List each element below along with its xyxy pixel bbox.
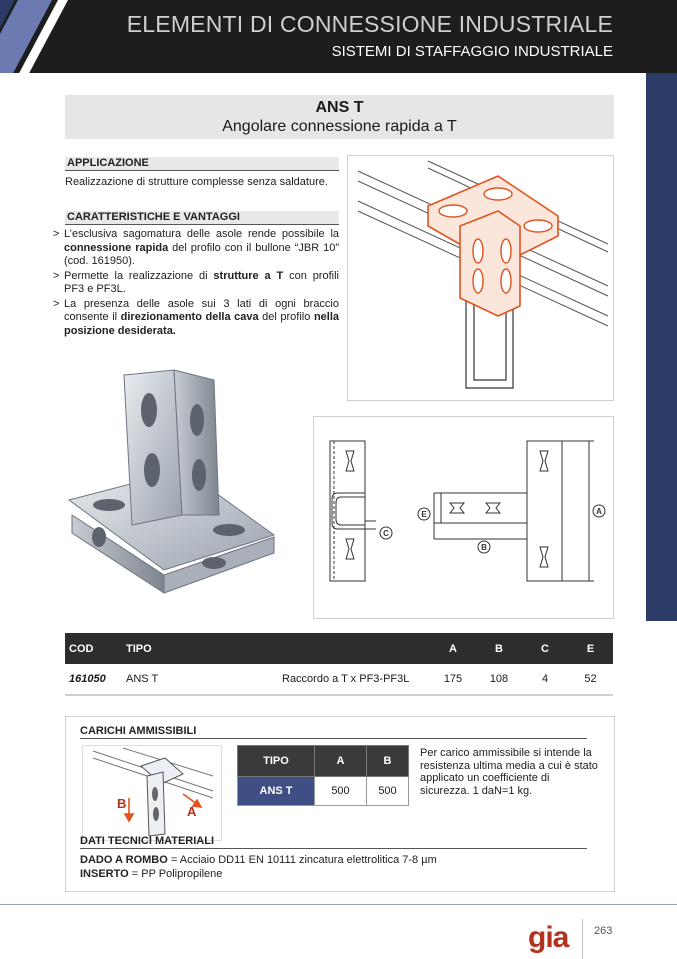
cell-c: 4 bbox=[522, 664, 568, 695]
dimension-drawing bbox=[314, 417, 613, 618]
cell-tipo: ANS T bbox=[126, 664, 226, 695]
table-row bbox=[65, 664, 613, 695]
load-table-header bbox=[238, 746, 409, 777]
col-e: E bbox=[568, 633, 613, 664]
col-tipo: TIPO bbox=[126, 633, 226, 664]
caratteristiche-section bbox=[53, 211, 339, 339]
installation-drawing bbox=[348, 156, 613, 400]
product-table-header bbox=[65, 633, 613, 664]
cell-b: 108 bbox=[476, 664, 522, 695]
load-table bbox=[237, 745, 409, 806]
header-subtitle: SISTEMI DI STAFFAGGIO INDUSTRIALE bbox=[331, 43, 613, 60]
feature-item: > La presenza delle asole sui 3 lati di ogni braccio consente il direzionamento della cava del profilo nella posizione desiderata. bbox=[53, 297, 340, 337]
label-b: B bbox=[481, 543, 487, 552]
product-code-name: ANS T bbox=[315, 99, 364, 116]
load-drawing bbox=[83, 746, 221, 840]
footer-line bbox=[0, 904, 677, 905]
brand-logo: gia bbox=[528, 921, 569, 954]
col-b: B bbox=[476, 633, 522, 664]
feature-item: > Permette la realizzazione di strutture a T con profili PF3 e PF3L. bbox=[53, 269, 339, 295]
cell-desc: Raccordo a T x PF3-PF3L bbox=[226, 664, 430, 695]
load-diagram bbox=[82, 745, 222, 841]
installation-image bbox=[347, 155, 614, 401]
dati-tecnici-heading: DATI TECNICI MATERIALI bbox=[80, 835, 587, 849]
applicazione-heading: APPLICAZIONE bbox=[65, 157, 339, 171]
cell-a: 175 bbox=[430, 664, 476, 695]
load-cell-tipo: ANS T bbox=[238, 777, 315, 806]
label-e: E bbox=[421, 510, 427, 519]
col-a: A bbox=[430, 633, 476, 664]
load-col-tipo: TIPO bbox=[238, 746, 315, 777]
applicazione-text: Realizzazione di strutture complesse senza saldature. bbox=[65, 176, 328, 188]
product-table bbox=[65, 633, 613, 696]
load-label-a: A bbox=[187, 804, 197, 819]
header-title: ELEMENTI DI CONNESSIONE INDUSTRIALE bbox=[126, 11, 613, 37]
dati-line-1: DADO A ROMBO = Acciaio DD11 EN 10111 zincatura elettrolitica 7-8 µm bbox=[80, 854, 437, 866]
footer-separator bbox=[582, 919, 583, 959]
load-col-a: A bbox=[315, 746, 367, 777]
carichi-heading: CARICHI AMMISSIBILI bbox=[80, 725, 587, 739]
applicazione-section bbox=[65, 157, 339, 190]
side-tab bbox=[646, 73, 677, 621]
col-cod: COD bbox=[65, 633, 126, 664]
product-description: Angolare connessione rapida a T bbox=[222, 118, 457, 135]
label-a: A bbox=[596, 507, 602, 516]
cell-e: 52 bbox=[568, 664, 613, 695]
load-cell-b: 500 bbox=[367, 777, 409, 806]
caratteristiche-heading: CARATTERISTICHE E VANTAGGI bbox=[65, 211, 339, 225]
table-row bbox=[238, 777, 409, 806]
load-note: Per carico ammissibile si intende la resistenza ultima media a cui è stato applicato un coefficiente di sicurezza. 1 daN=1 kg. bbox=[420, 747, 598, 797]
page-number: 263 bbox=[594, 925, 613, 937]
label-c: C bbox=[383, 529, 389, 538]
product-title-box bbox=[65, 95, 614, 139]
col-c: C bbox=[522, 633, 568, 664]
product-photo bbox=[64, 365, 280, 595]
load-label-b: B bbox=[117, 796, 127, 811]
load-cell-a: 500 bbox=[315, 777, 367, 806]
technical-drawing bbox=[313, 416, 614, 619]
bracket-3d-drawing bbox=[64, 365, 280, 595]
col-desc bbox=[226, 633, 430, 664]
carichi-box bbox=[65, 716, 615, 892]
cell-cod: 161050 bbox=[65, 664, 126, 695]
feature-item: > L’esclusiva sagomatura delle asole rende possibile la connessione rapida del profilo con il bullone “JBR 10” (cod. 161950). bbox=[53, 228, 339, 267]
load-col-b: B bbox=[367, 746, 409, 777]
dati-line-2: INSERTO = PP Polipropilene bbox=[80, 868, 223, 880]
